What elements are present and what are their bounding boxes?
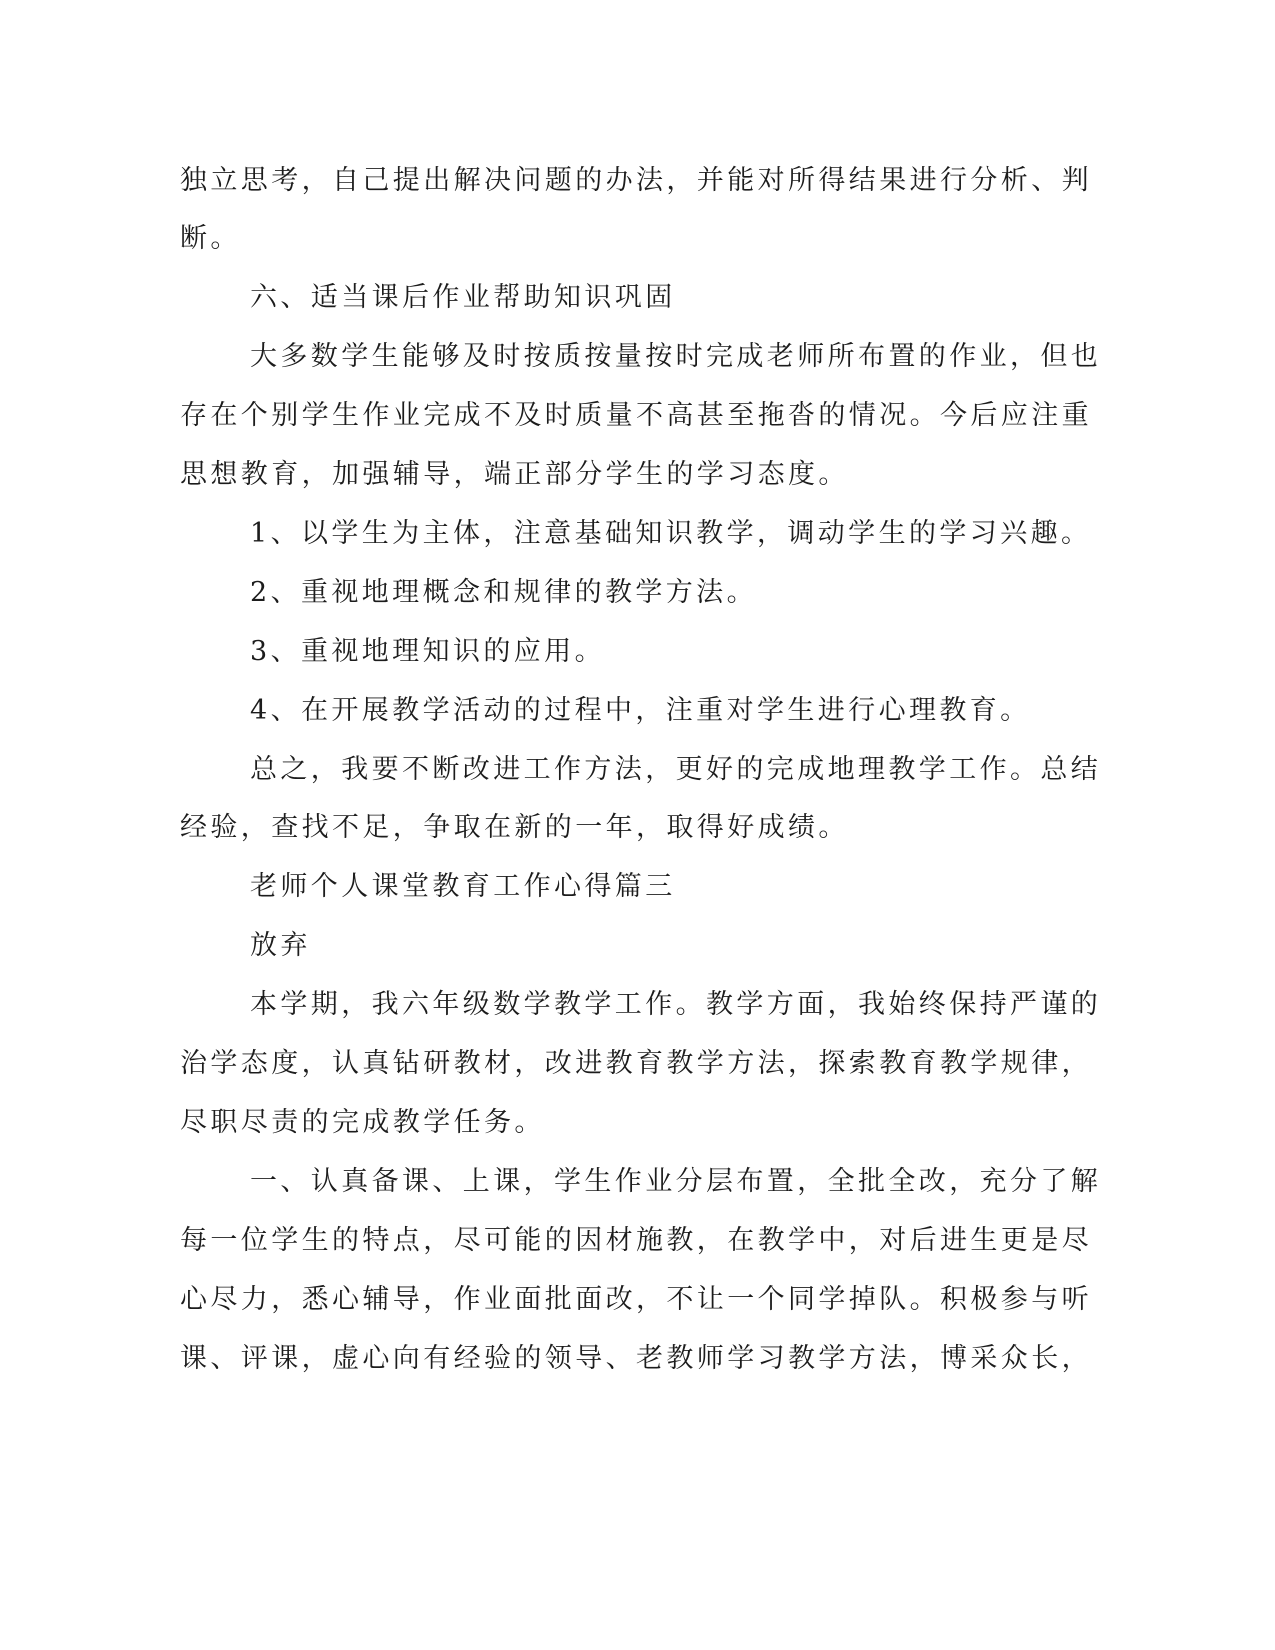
text-line: 思想教育，加强辅导，端正部分学生的学习态度。	[180, 459, 849, 490]
text-line: 大多数学生能够及时按质按量按时完成老师所布置的作业，但也	[250, 341, 1102, 372]
text-line: 总之，我要不断改进工作方法，更好的完成地理教学工作。总结	[250, 754, 1102, 785]
article-title: 老师个人课堂教育工作心得篇三	[250, 871, 676, 902]
text-line: 独立思考，自己提出解决问题的办法，并能对所得结果进行分析、判	[180, 165, 1092, 196]
section-heading: 六、适当课后作业帮助知识巩固	[250, 282, 676, 313]
list-item: 4、在开展教学活动的过程中，注重对学生进行心理教育。	[250, 695, 1031, 726]
text-line: 本学期，我六年级数学教学工作。教学方面，我始终保持严谨的	[250, 989, 1102, 1020]
list-item: 2、重视地理概念和规律的教学方法。	[250, 577, 757, 608]
list-item: 3、重视地理知识的应用。	[250, 636, 605, 667]
subtitle: 放弃	[250, 930, 311, 961]
list-item: 1、以学生为主体，注意基础知识教学，调动学生的学习兴趣。	[250, 518, 1092, 549]
text-line: 断。	[180, 223, 241, 254]
text-line: 尽职尽责的完成教学任务。	[180, 1107, 545, 1138]
text-line: 一、认真备课、上课，学生作业分层布置，全批全改，充分了解	[250, 1166, 1102, 1197]
text-line: 经验，查找不足，争取在新的一年，取得好成绩。	[180, 812, 849, 843]
text-line: 课、评课，虚心向有经验的领导、老教师学习教学方法，博采众长，	[180, 1343, 1092, 1374]
text-line: 心尽力，悉心辅导，作业面批面改，不让一个同学掉队。积极参与听	[180, 1284, 1092, 1315]
text-line: 每一位学生的特点，尽可能的因材施教，在教学中，对后进生更是尽	[180, 1225, 1092, 1256]
text-line: 治学态度，认真钻研教材，改进教育教学方法，探索教育教学规律，	[180, 1048, 1092, 1079]
text-line: 存在个别学生作业完成不及时质量不高甚至拖沓的情况。今后应注重	[180, 400, 1092, 431]
